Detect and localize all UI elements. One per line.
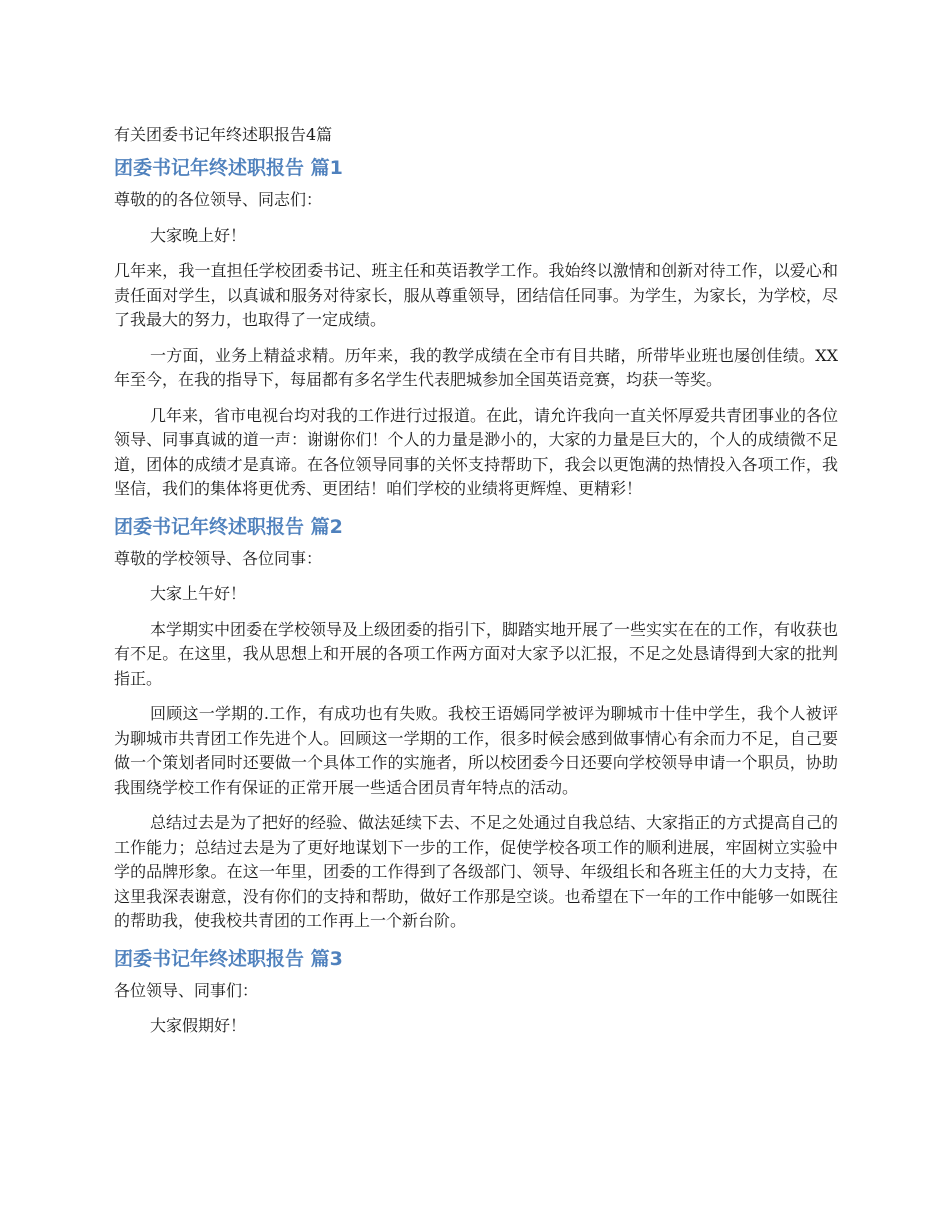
salutation: 各位领导、同事们： bbox=[114, 980, 259, 1000]
section-3 bbox=[114, 945, 838, 1039]
greeting: 大家上午好！ bbox=[150, 584, 247, 603]
body-paragraph: 总结过去是为了把好的经验、做法延续下去、不足之处通过自我总结、大家指正的方式提高自己的工作能力；总结过去是为了更好地谋划下一步的工作，促使学校各项工作的顺利进展，牢固树立实验中学的品牌形象。在这一年里，团委的工作得到了各级部门、领导、年级组长和各班主任的大力支持，在这里我深表谢意，没有你们的支持和帮助，做好工作那是空谈。也希望在下一年的工作中能够一如既往的帮助我，使我校共青团的工作再上一个新台阶。 bbox=[114, 813, 839, 930]
section-heading: 团委书记年终述职报告 篇1 bbox=[114, 157, 343, 179]
greeting: 大家假期好！ bbox=[150, 1016, 247, 1035]
greeting: 大家晚上好！ bbox=[150, 225, 247, 245]
body-paragraph: 回顾这一学期的.工作，有成功也有失败。我校王语嫣同学被评为聊城市十佳中学生，我个人被评为聊城市共青团工作先进个人。回顾这一学期的工作，很多时候会感到做事情心有余而力不足，自己要做一个策划者同时还要做一个具体工作的实施者，所以校团委今日还要向学校领导申请一个职员，协助我围绕学校工作有保证的正常开展一些适合团员青年特点的活动。 bbox=[114, 704, 838, 797]
document-title: 有关团委书记年终述职报告4篇 bbox=[114, 125, 333, 144]
section-heading: 团委书记年终述职报告 篇3 bbox=[114, 947, 343, 970]
section-heading: 团委书记年终述职报告 篇2 bbox=[114, 515, 343, 538]
section-2 bbox=[114, 513, 838, 934]
section-1 bbox=[114, 154, 838, 502]
salutation: 尊敬的学校领导、各位同事： bbox=[114, 548, 323, 568]
body-paragraph: 一方面，业务上精益求精。历年来，我的教学成绩在全市有目共睹，所带毕业班也屡创佳绩。XX年至今，在我的指导下，每届都有多名学生代表肥城参加全国英语竞赛，均获一等奖。 bbox=[114, 345, 838, 389]
document-page bbox=[114, 122, 838, 1050]
body-paragraph: 几年来，省市电视台均对我的工作进行过报道。在此，请允许我向一直关怀厚爱共青团事业的各位领导、同事真诚的道一声：谢谢你们！个人的力量是渺小的，大家的力量是巨大的，个人的成绩微不足道，团体的成绩才是真谛。在各位领导同事的关怀支持帮助下，我会以更饱满的热情投入各项工作，我坚信，我们的集体将更优秀、更团结！咱们学校的业绩将更辉煌、更精彩！ bbox=[114, 405, 839, 498]
body-paragraph: 本学期实中团委在学校领导及上级团委的指引下，脚踏实地开展了一些实实在在的工作，有收获也有不足。在这里，我从思想上和开展的各项工作两方面对大家予以汇报，不足之处恳请得到大家的批判指正。 bbox=[114, 619, 839, 688]
body-paragraph: 几年来，我一直担任学校团委书记、班主任和英语教学工作。我始终以激情和创新对待工作，以爱心和责任面对学生，以真诚和服务对待家长，服从尊重领导，团结信任同事。为学生，为家长，为学校，尽了我最大的努力，也取得了一定成绩。 bbox=[114, 261, 838, 329]
salutation: 尊敬的的各位领导、同志们： bbox=[114, 190, 323, 209]
